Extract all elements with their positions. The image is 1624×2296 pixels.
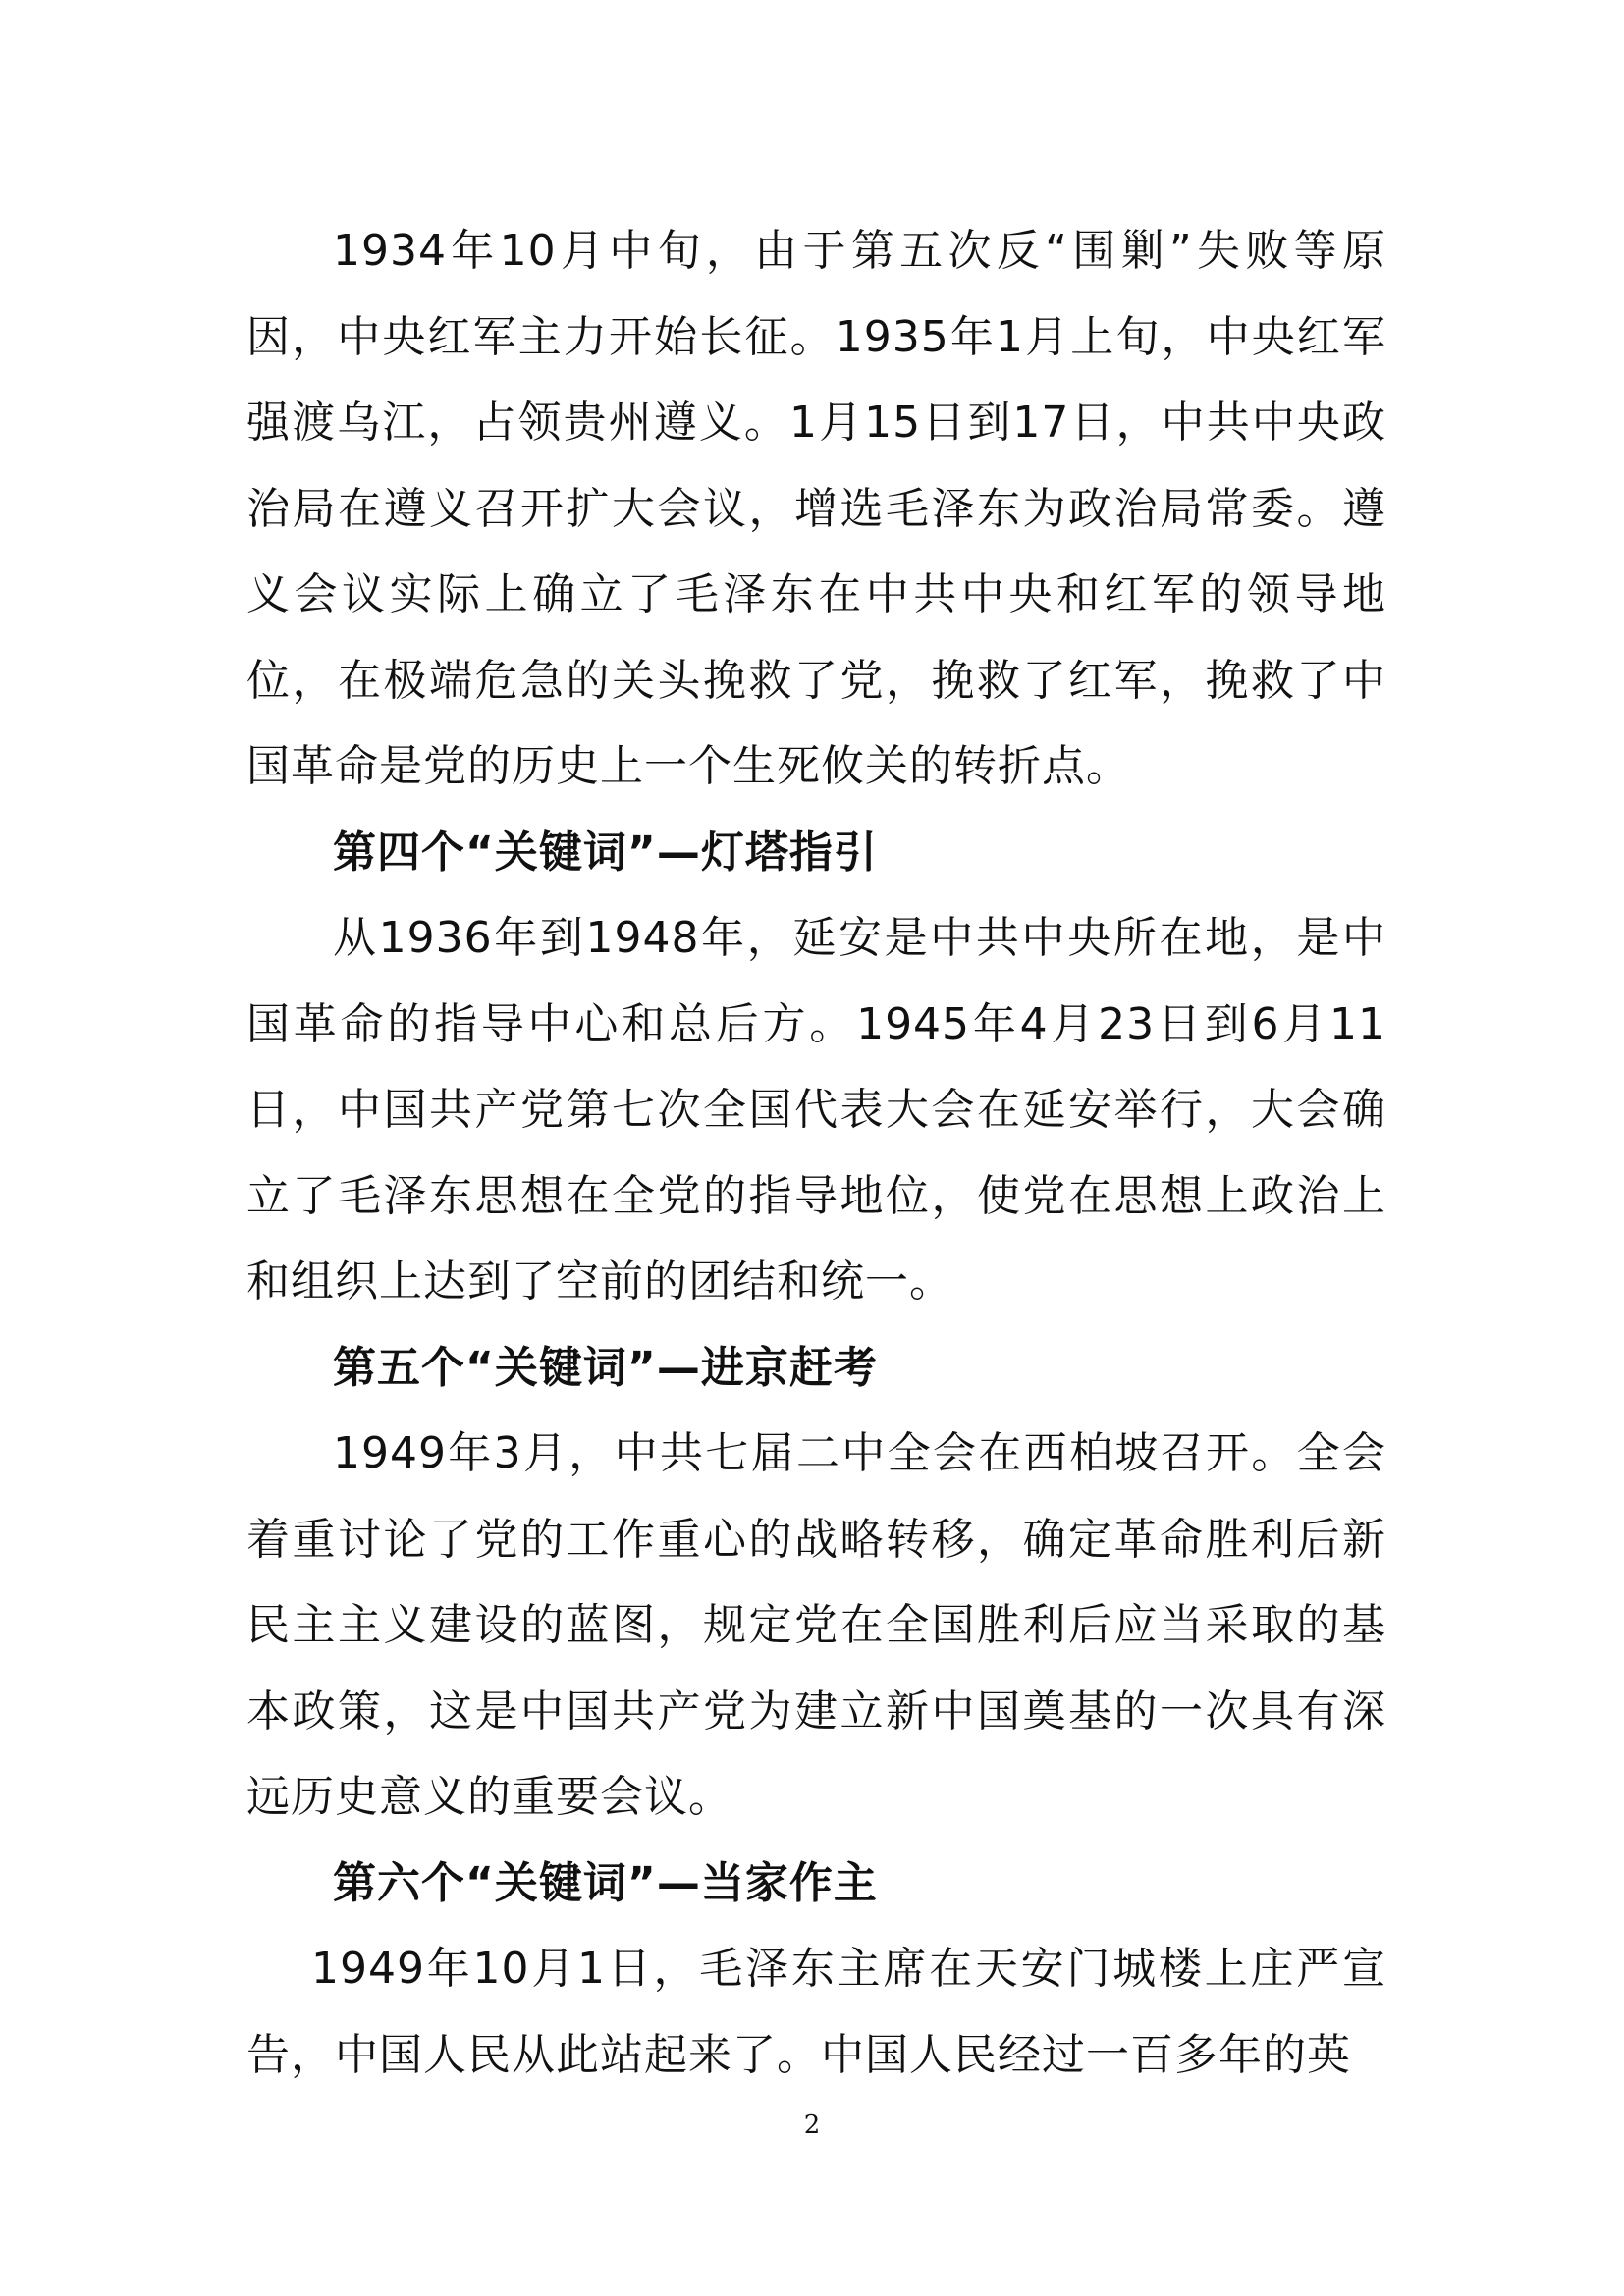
paragraph-zunyi: 1934年10月中旬，由于第五次反“围剿”失败等原因，中央红军主力开始长征。1935年1月上旬，中央红军强渡乌江，占领贵州遵义。1月15日到17日，中共中央政治局在遵义召开扩大会议，增选毛泽东为政治局常委。遵义会议实际上确立了毛泽东在中共中央和红军的领导地位，在极端危急的关头挽救了党，挽救了红军，挽救了中国革命是党的历史上一个生死攸关的转折点。: [246, 226, 1386, 791]
heading-keyword-4: 第四个“关键词”—灯塔指引: [333, 827, 878, 878]
document-body: [246, 208, 1386, 2098]
paragraph-founding: 1949年10月1日，毛泽东主席在天安门城楼上庄严宣告，中国人民从此站起来了。中国人民经过一百多年的英: [246, 1944, 1386, 2080]
page-number: 2: [803, 2110, 821, 2140]
paragraph-xibaipo: 1949年3月，中共七届二中全会在西柏坡召开。全会着重讨论了党的工作重心的战略转移，确定革命胜利后新民主主义建设的蓝图，规定党在全国胜利后应当采取的基本政策，这是中国共产党为建立新中国奠基的一次具有深远历史意义的重要会议。: [246, 1428, 1386, 1822]
heading-keyword-5: 第五个“关键词”—进京赶考: [333, 1342, 878, 1393]
heading-keyword-6: 第六个“关键词”—当家作主: [333, 1857, 878, 1908]
paragraph-yanan: 从1936年到1948年，延安是中共中央所在地，是中国革命的指导中心和总后方。1945年4月23日到6月11日，中国共产党第七次全国代表大会在延安举行，大会确立了毛泽东思想在全党的指导地位，使党在思想上政治上和组织上达到了空前的团结和统一。: [246, 913, 1386, 1307]
